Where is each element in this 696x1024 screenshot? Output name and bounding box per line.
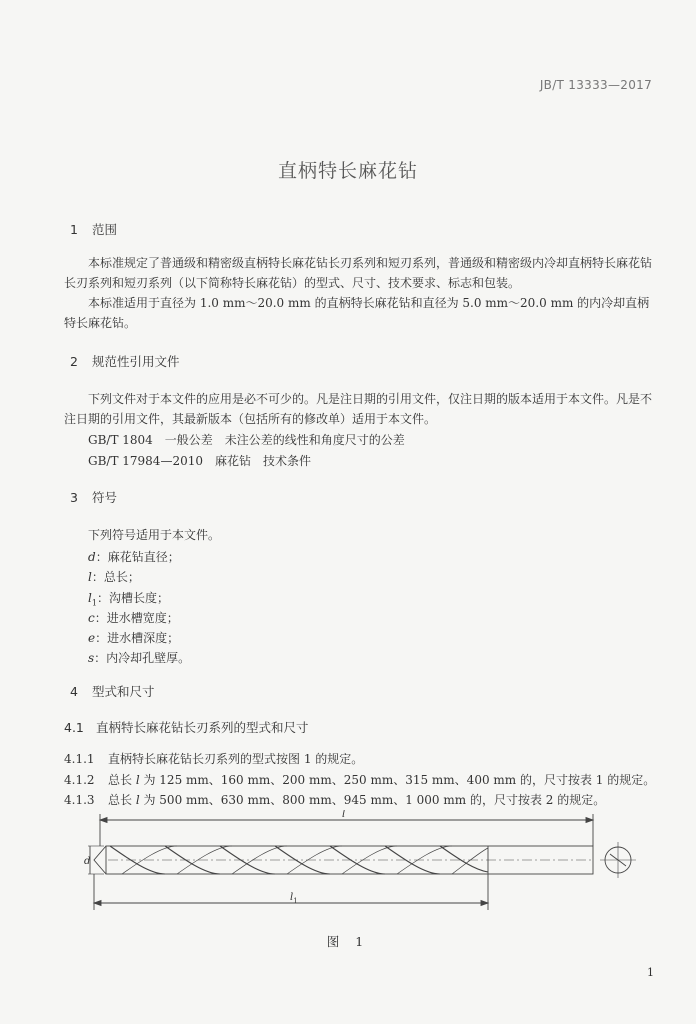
page-number: 1: [647, 966, 654, 979]
drill-point: [94, 846, 106, 874]
symbol-letter: l: [88, 591, 92, 605]
symbol-description: ：麻花钻直径；: [95, 550, 180, 564]
symbols-intro: 下列符号适用于本文件。: [88, 528, 221, 542]
clause-4-1-3: [64, 791, 605, 808]
symbol-letter: s: [88, 651, 95, 665]
section-2-heading: [70, 352, 180, 370]
symbol-item: [88, 589, 169, 607]
clause-text: 为 500 mm、630 mm、800 mm、945 mm、1 000 mm 的，尺寸按表 2 的规定。: [139, 793, 606, 807]
clause-4-1-2: [64, 771, 655, 788]
section-3-heading: [70, 488, 117, 506]
section-title: 规范性引用文件: [92, 354, 180, 369]
section-1-paragraph-1: 本标准规定了普通级和精密级直柄特长麻花钻长刃系列和短刃系列，普通级和精密级内冷却直柄特长麻花钻长刃系列和短刃系列（以下简称特长麻花钻）的型式、尺寸、技术要求、标志和包装。: [64, 256, 653, 290]
symbol-description: ：内冷却孔壁厚。: [94, 651, 191, 665]
subsection-4-1-heading: [64, 718, 309, 736]
section-title: 范围: [92, 222, 118, 237]
symbol-description: ：沟槽长度；: [96, 591, 169, 605]
symbol-letter: c: [88, 611, 95, 625]
section-number: 4: [70, 684, 78, 699]
symbol-description: ：进水槽深度；: [95, 631, 180, 645]
standard-number: JB/T 13333—2017: [539, 78, 652, 92]
symbol-item: [88, 568, 140, 585]
symbol-item: [88, 629, 179, 646]
section-2-paragraph-1: 下列文件对于本文件的应用是必不可少的。凡是注日期的引用文件，仅注日期的版本适用于本文件。凡是不注日期的引用文件，其最新版本（包括所有的修改单）适用于本文件。: [64, 392, 653, 426]
symbol-item: [88, 609, 179, 626]
section-number: 2: [70, 354, 78, 369]
symbol-item: [88, 649, 190, 666]
document-title: 直柄特长麻花钻: [277, 160, 418, 182]
symbol-item: [88, 548, 180, 565]
label-diameter: d: [84, 856, 91, 867]
section-title: 符号: [92, 490, 118, 505]
symbol-letter: e: [88, 631, 96, 645]
symbol-subscript: 1: [91, 598, 97, 608]
subsection-title: 直柄特长麻花钻长刃系列的型式和尺寸: [96, 720, 309, 735]
symbol-letter: d: [88, 550, 96, 564]
label-total-length: l: [342, 810, 346, 820]
subsection-number: 4.1: [64, 720, 84, 735]
symbol-total-length: l: [135, 773, 140, 787]
figure-caption: 图 1: [326, 934, 370, 949]
symbol-description: ：进水槽宽度；: [94, 611, 179, 625]
section-4-heading: [70, 682, 155, 700]
clause-prefix: 总长: [108, 773, 136, 787]
clause-4-1-1: [64, 750, 363, 767]
clause-text: 为 125 mm、160 mm、200 mm、250 mm、315 mm、400 mm 的，尺寸按表 1 的规定。: [139, 773, 656, 787]
section-1-heading: [70, 220, 117, 238]
section-number: 1: [70, 222, 78, 237]
label-flute-length: $l_1$: [290, 892, 298, 905]
symbol-letter: l: [88, 570, 92, 584]
figure-1-drill-drawing: [70, 810, 640, 920]
section-title: 型式和尺寸: [92, 684, 155, 699]
clause-number: 4.1.2: [64, 773, 95, 787]
clause-text: 直柄特长麻花钻长刃系列的型式按图 1 的规定。: [108, 752, 364, 766]
drill-drawing-svg: [70, 810, 640, 920]
clause-prefix: 总长: [108, 793, 136, 807]
clause-number: 4.1.3: [64, 793, 95, 807]
section-number: 3: [70, 490, 78, 505]
reference-gbt-1804: GB/T 1804 一般公差 未注公差的线性和角度尺寸的公差: [88, 433, 405, 447]
section-1-paragraph-2: 本标准适用于直径为 1.0 mm～20.0 mm 的直柄特长麻花钻和直径为 5.0 mm～20.0 mm 的内冷却直柄特长麻花钻。: [64, 296, 650, 330]
reference-gbt-17984: GB/T 17984—2010 麻花钻 技术条件: [88, 454, 311, 468]
symbol-total-length: l: [135, 793, 140, 807]
symbol-description: ：总长；: [91, 570, 140, 584]
clause-number: 4.1.1: [64, 752, 95, 766]
